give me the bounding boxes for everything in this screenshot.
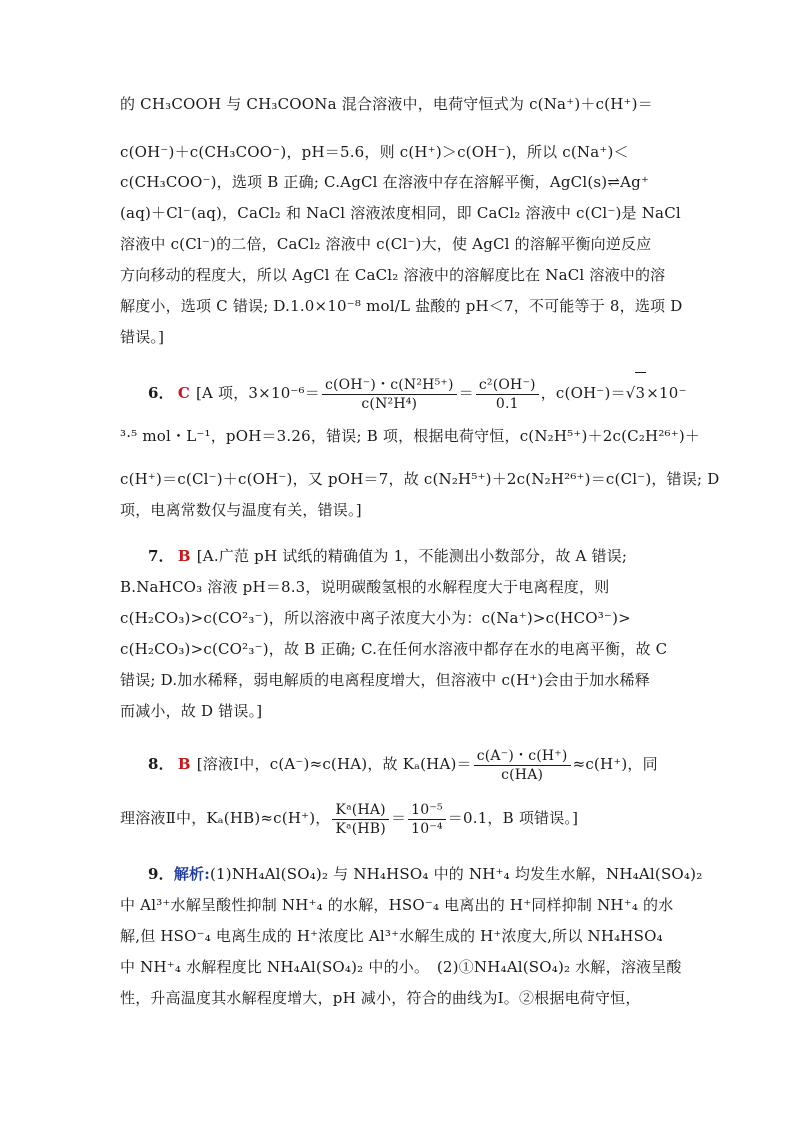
q6-text-c: ×10⁻ xyxy=(646,384,687,402)
q6-fraction-1-numerator: c(OH⁻)・c(N²H⁵⁺) xyxy=(322,376,457,395)
q7-line-1 xyxy=(148,546,680,566)
q8-text-d: ＝0.1，B 项错误。] xyxy=(447,809,579,827)
q8-number: 8． xyxy=(148,755,174,773)
q7-line-2: B.NaHCO₃ 溶液 pH＝8.3，说明碳酸氢根的水解程度大于电离程度，则 xyxy=(120,578,610,596)
q5-line-8: 错误。] xyxy=(120,328,165,346)
q7-answer: B xyxy=(177,547,191,565)
q6-text-a: [A 项，3×10⁻⁶＝ xyxy=(195,384,320,402)
q8-fraction-1 xyxy=(474,747,571,784)
q6-line-3: c(H⁺)＝c(Cl⁻)＋c(OH⁻)，又 pOH＝7，故 c(N₂H⁵⁺)＋2c(N₂H²⁶⁺)＝c(Cl⁻)，错误; D xyxy=(120,470,720,488)
q8-fraction-3-numerator: 10⁻⁵ xyxy=(408,801,446,820)
q7-line-3: c(H₂CO₃)>c(CO²₃⁻)，所以溶液中离子浓度大小为：c(Na⁺)>c(HCO³⁻)> xyxy=(120,609,631,627)
q5-line-1: 的 CH₃COOH 与 CH₃COONa 混合溶液中，电荷守恒式为 c(Na⁺)＋c(H⁺)＝ xyxy=(120,95,653,113)
q7-line-4: c(H₂CO₃)>c(CO²₃⁻)，故 B 正确; C.在任何水溶液中都存在水的电离平衡，故 C xyxy=(120,640,668,658)
q7-line-5: 错误; D.加水稀释，弱电解质的电离程度增大，但溶液中 c(H⁺)会由于加水稀释 xyxy=(120,671,650,689)
q5-line-4: (aq)＋Cl⁻(aq)，CaCl₂ 和 NaCl 溶液浓度相同，即 CaCl₂ 溶液中 c(Cl⁻)是 NaCl xyxy=(120,204,681,222)
q6-line-2: ³·⁵ mol・L⁻¹，pOH＝3.26，错误; B 项，根据电荷守恒，c(N₂H⁵⁺)＋2c(C₂H²⁶⁺)＋ xyxy=(120,427,701,445)
q9-line-5: 性，升高温度其水解程度增大，pH 减小，符合的曲线为Ⅰ。②根据电荷守恒， xyxy=(120,989,641,1007)
q6-fraction-2-denominator: 0.1 xyxy=(495,395,519,412)
q7-line-6: 而减小，故 D 错误。] xyxy=(120,702,263,720)
q6-fraction-2 xyxy=(476,376,539,413)
q6-fraction-2-numerator: c²(OH⁻) xyxy=(476,376,539,395)
q5-line-6: 方向移动的程度大，所以 AgCl 在 CaCl₂ 溶液中的溶解度比在 NaCl 溶液中的溶 xyxy=(120,266,666,284)
q8-fraction-2-denominator: Kᵃ(HB) xyxy=(335,820,386,837)
q7-number: 7． xyxy=(148,547,174,565)
q8-fraction-3 xyxy=(408,801,446,838)
q9-text: (1)NH₄Al(SO₄)₂ 与 NH₄HSO₄ 中的 NH⁺₄ 均发生水解，NH₄Al(SO₄)₂ xyxy=(209,865,703,883)
q6-number: 6． xyxy=(148,384,174,402)
q6-text-b: ，c(OH⁻)＝ xyxy=(540,384,626,402)
q9-line-4: 中 NH⁺₄ 水解程度比 NH₄Al(SO₄)₂ 中的小。 (2)①NH₄Al(SO₄)₂ 水解，溶液呈酸 xyxy=(120,958,682,976)
q8-equals: ＝ xyxy=(390,809,407,827)
q5-line-3: c(CH₃COO⁻)，选项 B 正确; C.AgCl 在溶液中存在溶解平衡，AgCl(s)⇌Ag⁺ xyxy=(120,173,650,191)
q9-number: 9． xyxy=(148,865,174,883)
q6-fraction-1-denominator: c(N²H⁴) xyxy=(361,395,418,412)
q8-text-c: 理溶液Ⅱ中，Kₐ(HB)≈c(H⁺)， xyxy=(120,809,331,827)
q8-answer: B xyxy=(177,755,191,773)
q5-line-7: 解度小，选项 C 错误; D.1.0×10⁻⁸ mol/L 盐酸的 pH＜7，不可能等于 8，选项 D xyxy=(120,297,683,315)
q9-analysis-label: 解析: xyxy=(173,865,210,883)
q6-sqrt-value: 3 xyxy=(635,372,647,413)
q8-fraction-2-numerator: Kᵃ(HA) xyxy=(332,801,388,820)
sqrt-sign-icon: √ xyxy=(625,384,636,402)
q6-line-4: 项，电离常数仅与温度有关，错误。] xyxy=(120,501,362,519)
q8-fraction-1-numerator: c(A⁻)・c(H⁺) xyxy=(474,747,571,766)
q7-text: [A.广范 pH 试纸的精确值为 1，不能测出小数部分，故 A 错误; xyxy=(196,547,628,565)
q6-fraction-1 xyxy=(322,376,457,413)
q6-answer: C xyxy=(177,384,190,402)
q6-equals: ＝ xyxy=(458,384,474,402)
q8-fraction-3-denominator: 10⁻⁴ xyxy=(411,820,443,837)
q8-text-a: [溶液Ⅰ中，c(A⁻)≈c(HA)，故 Kₐ(HA)＝ xyxy=(196,755,472,773)
q9-line-2: 中 Al³⁺水解呈酸性抑制 NH⁺₄ 的水解，HSO⁻₄ 电离出的 H⁺同样抑制 NH⁺₄ 的水 xyxy=(120,896,674,914)
q8-text-b: ≈c(H⁺)，同 xyxy=(572,755,658,773)
q8-fraction-1-denominator: c(HA) xyxy=(501,766,544,783)
q8-fraction-2 xyxy=(332,801,388,838)
q5-line-2: c(OH⁻)＋c(CH₃COO⁻)，pH＝5.6，则 c(H⁺)＞c(OH⁻)，所以 c(Na⁺)＜ xyxy=(120,143,629,161)
q9-line-1 xyxy=(148,864,703,884)
q8-line-2 xyxy=(120,798,680,842)
q9-line-3: 解,但 HSO⁻₄ 电离生成的 H⁺浓度比 Al³⁺水解生成的 H⁺浓度大,所以 NH₄HSO₄ xyxy=(120,927,663,945)
q8-line-1 xyxy=(148,744,680,788)
q6-line-1 xyxy=(148,372,687,416)
q5-line-5: 溶液中 c(Cl⁻)的二倍，CaCl₂ 溶液中 c(Cl⁻)大，使 AgCl 的溶解平衡向逆反应 xyxy=(120,235,652,253)
